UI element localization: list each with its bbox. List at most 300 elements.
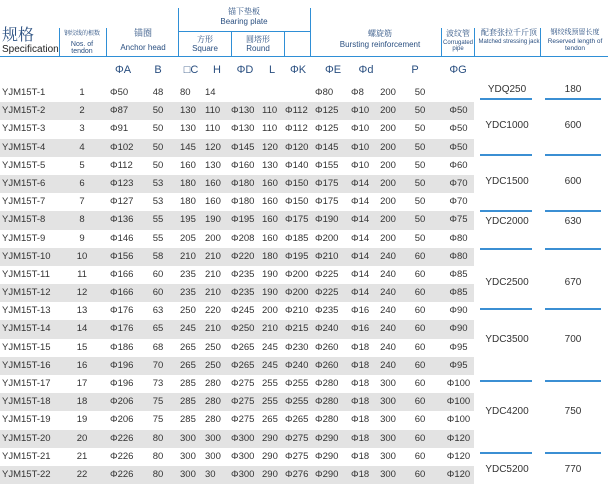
- symbol-l: L: [268, 64, 276, 76]
- cell-l: 265: [262, 414, 278, 426]
- cell-p: 240: [380, 323, 396, 335]
- cell-c: 235: [180, 287, 196, 299]
- header-divider: [178, 8, 179, 56]
- cell-c: 300: [180, 432, 196, 444]
- cell-n: 12: [76, 287, 88, 299]
- reserved-header-cn: 钢绞线预留长度: [550, 29, 600, 36]
- cell-e: Φ125: [315, 123, 339, 135]
- symbol-phi-g: ΦG: [449, 64, 467, 76]
- cell-b: 73: [152, 378, 164, 389]
- group-divider: [480, 210, 532, 212]
- cell-q: 50: [414, 159, 426, 171]
- cell-q: 50: [414, 105, 426, 117]
- cell-h: 30: [205, 468, 216, 480]
- header-divider: [284, 31, 285, 56]
- cell-e: Φ290: [315, 450, 339, 462]
- cell-a: Φ226: [110, 468, 134, 480]
- table-row: [0, 284, 474, 302]
- table-row: [0, 448, 474, 466]
- jack-header-en: Matched stressing jack: [478, 39, 540, 45]
- cell-h: 210: [205, 287, 221, 299]
- cell-k: Φ150: [285, 196, 309, 208]
- cell-a: Φ166: [110, 268, 134, 280]
- table-header: [0, 0, 608, 58]
- cell-q: 60: [414, 396, 426, 408]
- cell-d: Φ14: [351, 177, 370, 189]
- cell-h: 200: [205, 232, 221, 244]
- cell-spec: YJM15T-18: [2, 396, 51, 408]
- cell-n: 1: [79, 87, 85, 98]
- cell-g: Φ95: [449, 341, 468, 353]
- cell-q: 60: [414, 414, 426, 426]
- cell-k: Φ112: [285, 105, 308, 117]
- cell-l: 290: [262, 468, 278, 480]
- square-header-cn: 方形: [197, 35, 213, 44]
- cell-n: 17: [76, 378, 88, 389]
- cell-p: 300: [380, 450, 396, 462]
- jack-model: YDC2500: [485, 277, 529, 288]
- cell-spec: YJM15T-22: [2, 468, 51, 480]
- cell-a: Φ206: [110, 396, 134, 408]
- cell-d: Φ130: [231, 105, 255, 117]
- cell-b: 65: [152, 323, 164, 335]
- cell-d: Φ160: [231, 159, 255, 171]
- cell-spec: YJM15T-9: [2, 232, 46, 244]
- cell-d: Φ14: [351, 196, 370, 208]
- group-divider: [545, 308, 601, 310]
- group-divider: [545, 210, 601, 212]
- group-divider: [480, 154, 532, 156]
- table-row: [0, 139, 474, 157]
- group-divider: [480, 98, 532, 100]
- symbol-b: B: [154, 64, 162, 76]
- cell-d: [231, 84, 259, 102]
- cell-q: 50: [414, 232, 426, 244]
- group-divider: [480, 248, 532, 250]
- table-row: [0, 175, 474, 193]
- cell-d: Φ275: [231, 396, 255, 408]
- cell-h: 110: [205, 123, 221, 135]
- cell-a: Φ176: [110, 305, 134, 317]
- cell-d: Φ14: [351, 268, 370, 280]
- cell-d: Φ180: [231, 196, 255, 208]
- cell-a: Φ226: [110, 450, 134, 462]
- cell-a: Φ166: [110, 287, 134, 299]
- cell-e: Φ80: [315, 87, 334, 98]
- cell-k: Φ140: [285, 159, 309, 171]
- cell-k: Φ150: [285, 177, 309, 189]
- cell-b: 55: [152, 232, 164, 244]
- cell-n: 7: [79, 196, 85, 208]
- cell-n: 13: [76, 305, 88, 317]
- cell-d: Φ220: [231, 250, 255, 262]
- cell-d: Φ18: [351, 468, 370, 480]
- round-header-cn: 圆塔形: [246, 35, 270, 44]
- cell-d: Φ10: [351, 105, 370, 117]
- cell-d: Φ235: [231, 287, 255, 299]
- cell-a: Φ136: [110, 214, 134, 226]
- cell-c: 250: [180, 305, 196, 317]
- cell-d: Φ14: [351, 214, 370, 226]
- cell-l: 180: [262, 250, 278, 262]
- cell-a: Φ87: [110, 105, 129, 117]
- cell-k: Φ120: [285, 141, 309, 153]
- cell-d: Φ145: [231, 141, 255, 153]
- cell-l: 290: [262, 450, 278, 462]
- cell-k: Φ200: [285, 287, 309, 299]
- strands-header-en: Nos. of tendon: [70, 41, 94, 55]
- cell-b: 70: [152, 359, 164, 371]
- cell-a: Φ146: [110, 232, 134, 244]
- cell-k: Φ265: [285, 414, 309, 426]
- cell-k: [285, 84, 311, 102]
- cell-spec: YJM15T-10: [2, 250, 51, 262]
- cell-b: 80: [152, 468, 164, 480]
- cell-b: 60: [152, 268, 164, 280]
- cell-n: 5: [79, 159, 85, 171]
- table-row: [0, 266, 474, 284]
- cell-c: 265: [180, 341, 196, 353]
- cell-g: Φ120: [446, 432, 471, 444]
- cell-p: 300: [380, 432, 396, 444]
- strands-header-cn: 钢绞线的根数: [63, 31, 100, 37]
- cell-g: Φ95: [449, 359, 468, 371]
- cell-h: 280: [205, 396, 221, 408]
- cell-c: 235: [180, 268, 196, 280]
- jack-model: YDC1500: [485, 176, 529, 187]
- table-row: [0, 320, 474, 338]
- cell-h: 14: [205, 87, 216, 98]
- cell-l: [262, 84, 284, 102]
- cell-n: 3: [79, 123, 85, 135]
- header-divider: [231, 31, 232, 56]
- cell-q: 50: [414, 87, 426, 98]
- cell-d: Φ18: [351, 378, 370, 389]
- symbol-phi-k: ΦK: [289, 64, 307, 76]
- cell-e: Φ190: [315, 214, 339, 226]
- plate-header-en: Bearing plate: [220, 17, 268, 26]
- table-row: [0, 211, 474, 229]
- cell-k: Φ255: [285, 396, 309, 408]
- cell-e: Φ280: [315, 396, 339, 408]
- cell-c: 285: [180, 414, 196, 426]
- cell-spec: YJM15T-2: [2, 105, 46, 117]
- cell-spec: YJM15T-15: [2, 341, 51, 353]
- cell-q: 60: [414, 450, 426, 462]
- cell-q: 50: [414, 141, 426, 153]
- jack-model: YDQ250: [487, 84, 527, 95]
- cell-h: 210: [205, 268, 221, 280]
- cell-b: 53: [152, 177, 164, 189]
- reserved-length: 180: [564, 84, 582, 95]
- cell-g: [443, 84, 474, 102]
- cell-d: Φ14: [351, 250, 370, 262]
- cell-l: 190: [262, 268, 278, 280]
- cell-b: 75: [152, 396, 164, 408]
- cell-d: Φ275: [231, 378, 255, 389]
- cell-spec: YJM15T-8: [2, 214, 46, 226]
- pipe-header-en: Corrugated pipe: [442, 40, 474, 52]
- anchor-header-cn: 锚圈: [133, 28, 152, 38]
- cell-h: 220: [205, 305, 221, 317]
- cell-q: 60: [414, 287, 426, 299]
- header-divider: [441, 28, 442, 56]
- cell-e: Φ225: [315, 287, 339, 299]
- header-divider: [59, 28, 60, 56]
- cell-spec: YJM15T-17: [2, 378, 51, 389]
- cell-spec: YJM15T-1: [2, 87, 46, 98]
- cell-g: Φ90: [449, 305, 468, 317]
- cell-p: 240: [380, 268, 396, 280]
- cell-l: 290: [262, 432, 278, 444]
- cell-k: Φ240: [285, 359, 309, 371]
- cell-spec: YJM15T-4: [2, 141, 46, 153]
- cell-h: 120: [205, 141, 221, 153]
- cell-n: 4: [79, 141, 85, 153]
- cell-h: 300: [205, 450, 221, 462]
- cell-n: 10: [76, 250, 88, 262]
- jack-model: YDC2000: [485, 216, 529, 227]
- cell-n: 21: [76, 450, 88, 462]
- table-row: [0, 102, 474, 120]
- cell-c: 130: [180, 105, 196, 117]
- group-divider: [480, 380, 532, 382]
- table-row: [0, 230, 474, 248]
- cell-e: Φ290: [315, 468, 339, 480]
- cell-p: 200: [380, 105, 396, 117]
- cell-spec: YJM15T-7: [2, 196, 46, 208]
- cell-l: 160: [262, 232, 278, 244]
- cell-spec: YJM15T-12: [2, 287, 51, 299]
- table-row: [0, 411, 474, 429]
- cell-d: Φ8: [351, 87, 364, 98]
- cell-d: Φ235: [231, 268, 255, 280]
- cell-d: Φ275: [231, 414, 255, 426]
- cell-e: Φ200: [315, 232, 339, 244]
- cell-p: 200: [380, 159, 396, 171]
- cell-b: 48: [152, 87, 164, 98]
- cell-g: Φ120: [446, 450, 471, 462]
- jack-model: YDC1000: [485, 120, 529, 131]
- reserved-length: 600: [564, 120, 582, 131]
- table-row: [0, 120, 474, 138]
- cell-p: 200: [380, 232, 396, 244]
- cell-p: 200: [380, 123, 396, 135]
- cell-d: Φ16: [351, 323, 370, 335]
- cell-c: 160: [180, 159, 196, 171]
- cell-l: 200: [262, 305, 278, 317]
- cell-spec: YJM15T-11: [2, 268, 50, 280]
- cell-n: 16: [76, 359, 88, 371]
- cell-spec: YJM15T-5: [2, 159, 46, 171]
- header-divider: [106, 28, 107, 56]
- group-divider: [480, 452, 532, 454]
- cell-l: 120: [262, 141, 278, 153]
- cell-d: Φ18: [351, 432, 370, 444]
- header-divider: [310, 8, 311, 56]
- cell-d: Φ16: [351, 305, 370, 317]
- cell-c: 145: [180, 141, 196, 153]
- burst-header-cn: 螺旋筋: [368, 29, 392, 38]
- cell-d: Φ300: [231, 450, 255, 462]
- cell-p: 300: [380, 468, 396, 480]
- symbol-phi-a: ΦA: [114, 64, 132, 76]
- cell-e: Φ155: [315, 159, 339, 171]
- cell-e: Φ125: [315, 105, 339, 117]
- symbol-phi-small-d: Φd: [358, 64, 374, 76]
- cell-k: Φ200: [285, 268, 309, 280]
- cell-h: 110: [205, 105, 221, 117]
- cell-k: Φ255: [285, 378, 309, 389]
- cell-p: 200: [380, 214, 396, 226]
- symbol-row: [0, 58, 608, 82]
- cell-n: 19: [76, 414, 88, 426]
- cell-n: 18: [76, 396, 88, 408]
- cell-e: Φ145: [315, 141, 339, 153]
- cell-a: Φ112: [110, 159, 133, 171]
- cell-d: Φ245: [231, 305, 255, 317]
- cell-h: 250: [205, 341, 221, 353]
- cell-d: Φ208: [231, 232, 255, 244]
- group-divider: [480, 308, 532, 310]
- group-divider: [545, 154, 601, 156]
- cell-b: 50: [152, 159, 164, 171]
- cell-c: 300: [180, 450, 196, 462]
- group-divider: [545, 98, 601, 100]
- cell-a: Φ206: [110, 414, 134, 426]
- cell-spec: YJM15T-20: [2, 432, 51, 444]
- cell-q: 60: [414, 305, 426, 317]
- cell-p: 240: [380, 250, 396, 262]
- cell-h: 280: [205, 378, 221, 389]
- cell-l: 255: [262, 378, 278, 389]
- table-row: [0, 339, 474, 357]
- cell-h: 210: [205, 323, 221, 335]
- cell-n: 9: [79, 232, 85, 244]
- cell-p: 200: [380, 87, 396, 98]
- cell-l: 110: [262, 123, 278, 135]
- cell-g: Φ75: [449, 214, 468, 226]
- symbol-p: P: [411, 64, 419, 76]
- cell-a: Φ127: [110, 196, 134, 208]
- cell-d: Φ195: [231, 214, 255, 226]
- cell-spec: YJM15T-16: [2, 359, 51, 371]
- cell-g: Φ90: [449, 323, 468, 335]
- cell-c: 285: [180, 378, 196, 389]
- cell-p: 200: [380, 177, 396, 189]
- cell-spec: YJM15T-21: [2, 450, 51, 462]
- cell-c: 130: [180, 123, 196, 135]
- jack-model: YDC3500: [485, 334, 529, 345]
- cell-d: Φ265: [231, 359, 255, 371]
- reserved-header-en: Reserved length of tendon: [547, 38, 603, 52]
- cell-e: Φ175: [315, 177, 339, 189]
- group-divider: [545, 452, 601, 454]
- cell-l: 210: [262, 323, 278, 335]
- symbol-square-c: □C: [183, 64, 199, 76]
- jack-header-cn: 配套张拉千斤顶: [481, 28, 537, 37]
- cell-d: Φ14: [351, 232, 370, 244]
- cell-g: Φ50: [449, 105, 468, 117]
- cell-spec: YJM15T-19: [2, 414, 51, 426]
- cell-n: 11: [77, 268, 87, 280]
- header-divider: [540, 28, 541, 56]
- cell-n: 8: [79, 214, 85, 226]
- cell-a: Φ176: [110, 323, 134, 335]
- cell-g: Φ80: [449, 250, 468, 262]
- header-divider: [474, 28, 475, 56]
- pipe-header-cn: 波纹管: [446, 29, 470, 38]
- cell-l: 160: [262, 196, 278, 208]
- cell-k: Φ195: [285, 250, 309, 262]
- cell-d: Φ250: [231, 323, 255, 335]
- cell-b: 58: [152, 250, 164, 262]
- cell-c: 180: [180, 196, 196, 208]
- cell-g: Φ100: [446, 396, 471, 408]
- cell-n: 2: [79, 105, 85, 117]
- cell-b: 68: [152, 341, 164, 353]
- table-row: [0, 302, 474, 320]
- cell-l: 190: [262, 287, 278, 299]
- cell-l: 160: [262, 214, 278, 226]
- cell-h: 250: [205, 359, 221, 371]
- cell-b: 75: [152, 414, 164, 426]
- cell-p: 300: [380, 414, 396, 426]
- reserved-length: 670: [564, 277, 582, 288]
- cell-k: Φ275: [285, 450, 309, 462]
- plate-header-cn: 锚下垫板: [228, 7, 260, 16]
- table-row: [0, 357, 474, 375]
- header-divider: [178, 31, 310, 32]
- cell-d: Φ14: [351, 287, 370, 299]
- cell-e: Φ290: [315, 432, 339, 444]
- cell-g: Φ60: [449, 159, 468, 171]
- symbol-phi-e: ΦE: [324, 64, 342, 76]
- table-row: [0, 157, 474, 175]
- cell-spec: YJM15T-6: [2, 177, 46, 189]
- cell-a: Φ226: [110, 432, 134, 444]
- cell-e: Φ260: [315, 341, 339, 353]
- cell-h: 160: [205, 196, 221, 208]
- cell-q: 60: [414, 359, 426, 371]
- cell-g: Φ100: [446, 414, 471, 426]
- cell-e: Φ280: [315, 378, 339, 389]
- cell-b: 50: [152, 123, 164, 135]
- cell-c: 195: [180, 214, 196, 226]
- table-row: [0, 466, 474, 484]
- jack-model: YDC4200: [485, 406, 529, 417]
- reserved-length: 600: [564, 176, 582, 187]
- reserved-length: 630: [564, 216, 582, 227]
- cell-d: Φ10: [351, 123, 370, 135]
- reserved-length: 750: [564, 406, 582, 417]
- cell-e: Φ225: [315, 268, 339, 280]
- cell-k: Φ175: [285, 214, 309, 226]
- cell-e: Φ280: [315, 414, 339, 426]
- cell-d: Φ18: [351, 359, 370, 371]
- cell-l: 245: [262, 341, 278, 353]
- table-row: [0, 375, 474, 393]
- cell-p: 300: [380, 396, 396, 408]
- cell-n: 6: [79, 177, 85, 189]
- cell-l: 255: [262, 396, 278, 408]
- cell-g: Φ80: [449, 232, 468, 244]
- cell-g: Φ70: [449, 177, 468, 189]
- cell-g: Φ120: [446, 468, 471, 480]
- data-table-body: [0, 84, 474, 484]
- group-divider: [545, 380, 601, 382]
- cell-d: Φ18: [351, 414, 370, 426]
